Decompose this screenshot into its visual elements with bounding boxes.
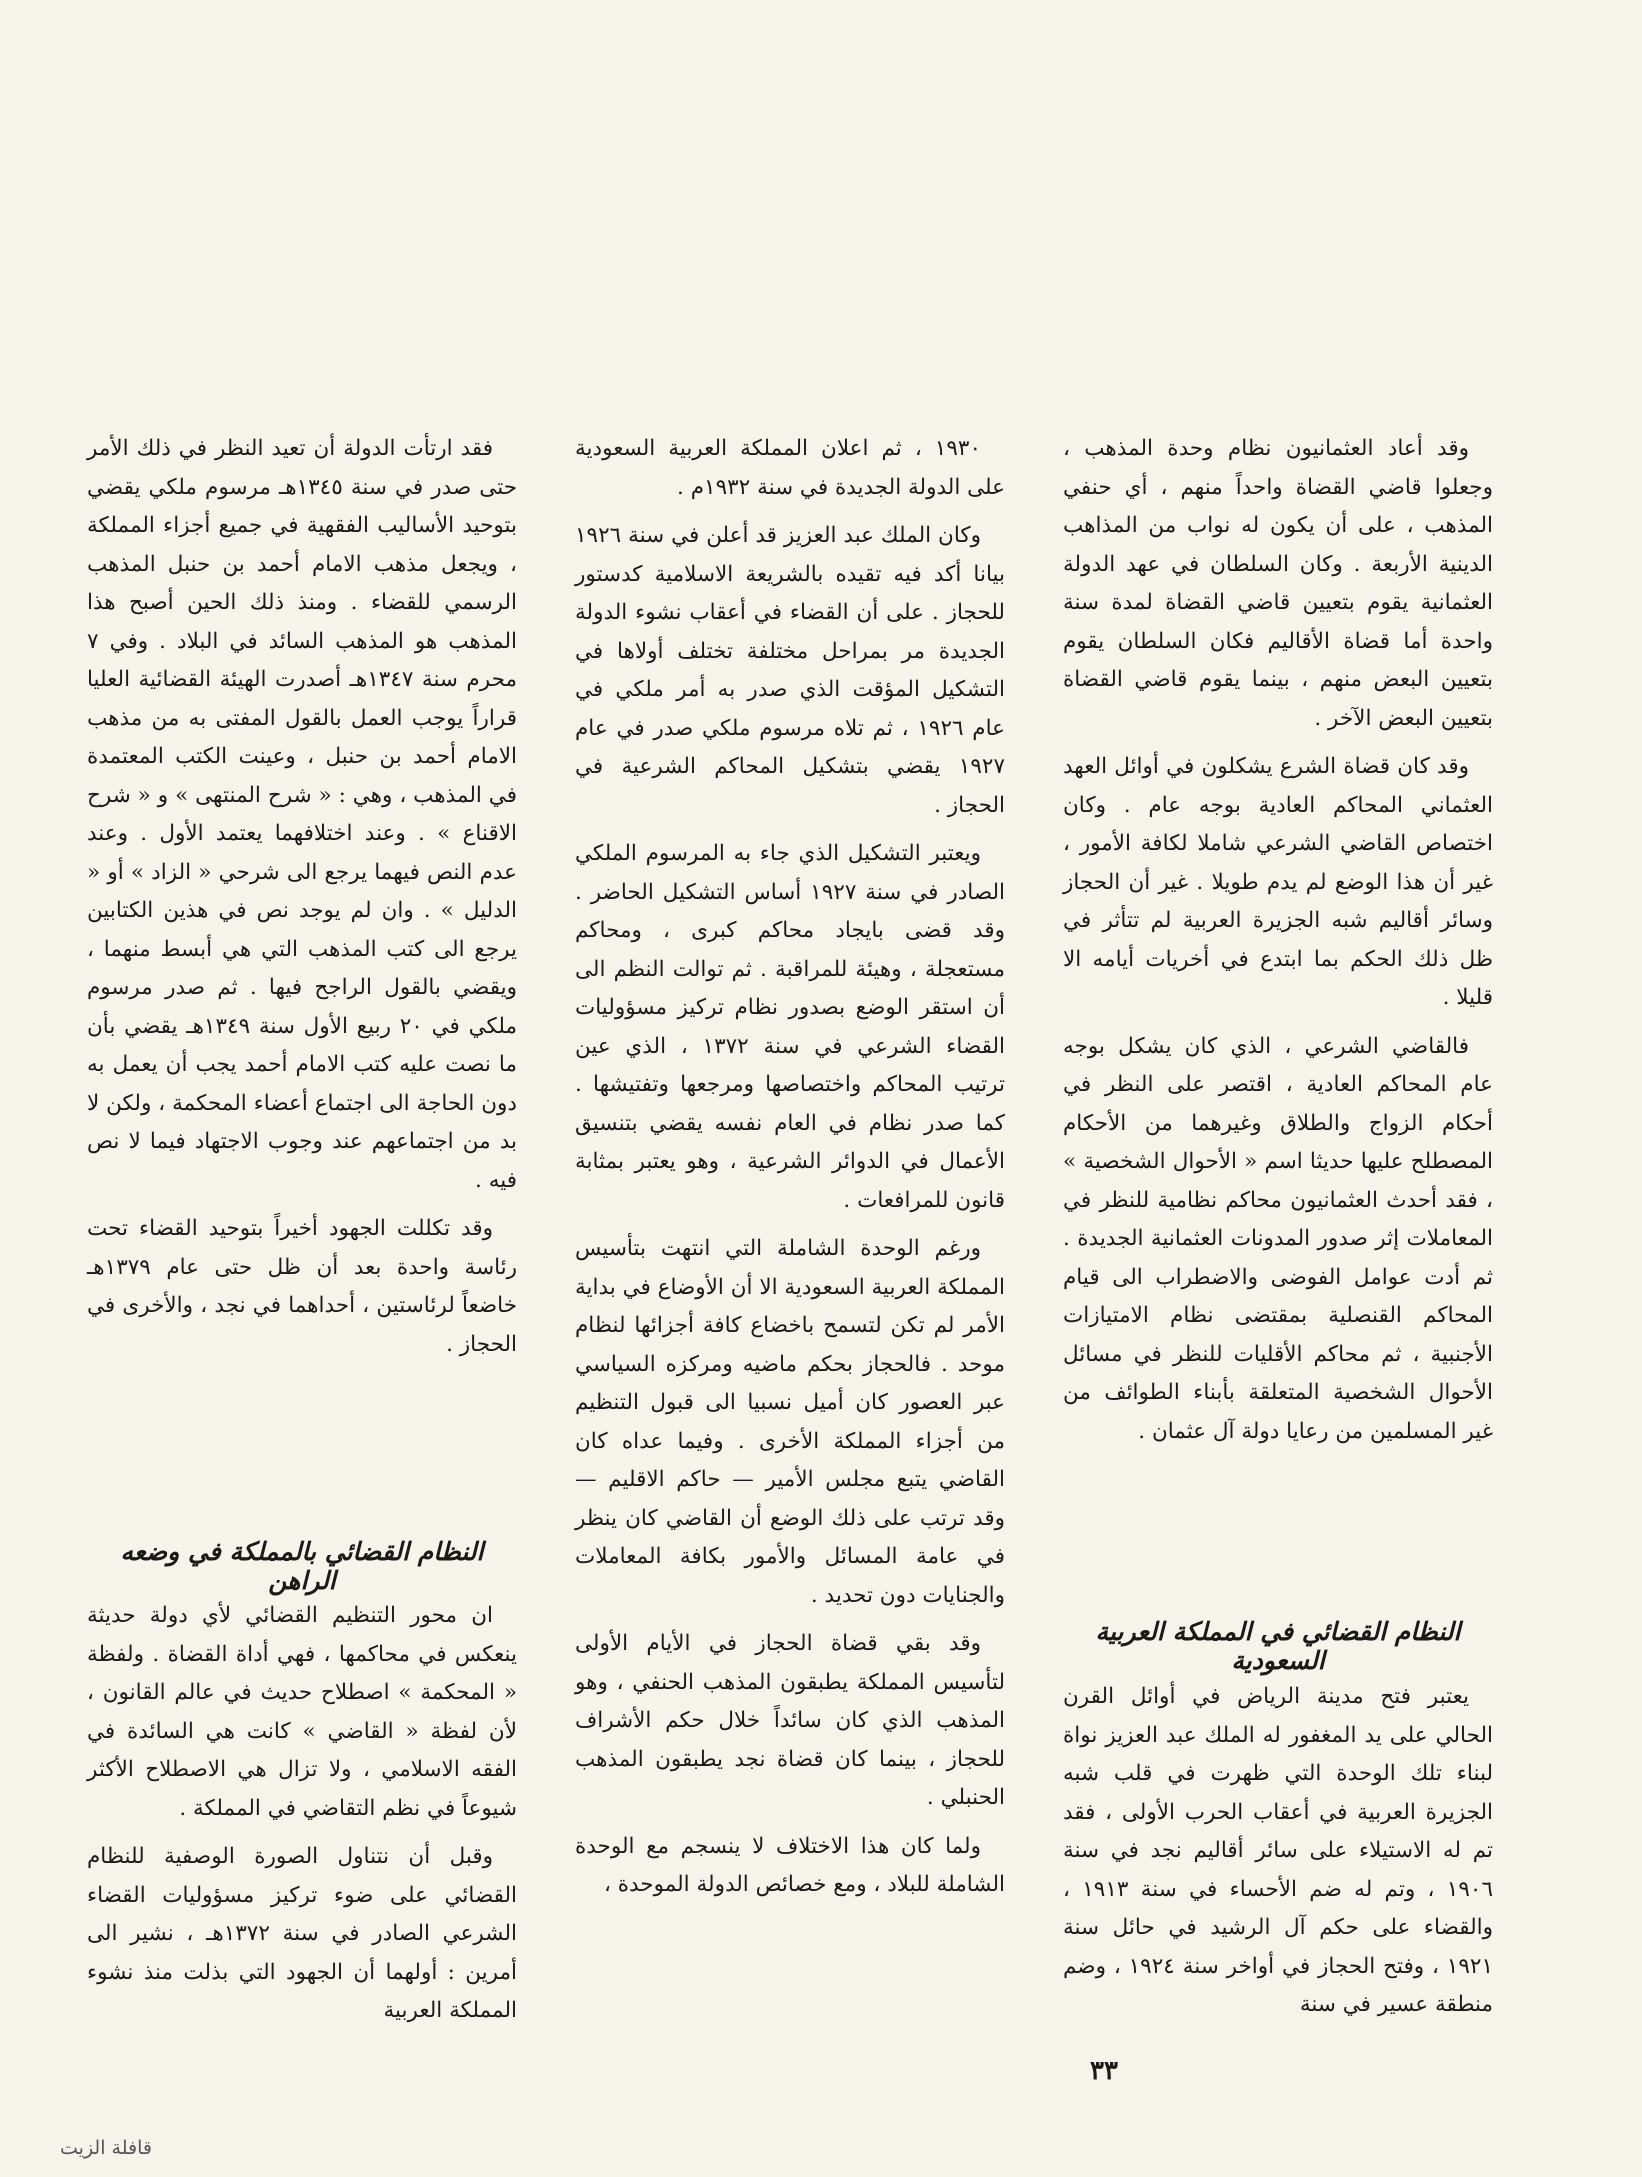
article-column-middle <box>575 430 1005 1915</box>
paragraph: وكان الملك عبد العزيز قد أعلن في سنة ١٩٢٦ بيانا أكد فيه تقيده بالشريعة الاسلامية كدستور للحجاز . على أن القضاء في أعقاب نشوء الدولة الجديدة مر بمراحل مختلفة تختلف أولاها في التشكيل المؤقت الذي صدر به أمر ملكي في عام ١٩٢٦ ، ثم تلاه مرسوم ملكي صدر في عام ١٩٢٧ يقضي بتشكيل المحاكم الشرعية في الحجاز . <box>575 523 1005 818</box>
paragraph: ان محور التنظيم القضائي لأي دولة حديثة ينعكس في محاكمها ، فهي أداة القضاة . ولفظة « المحكمة » اصطلاح حديث في عالم القانون ، لأن لفظة « القاضي » كانت هي السائدة في الفقه الاسلامي ، ولا تزال هي الاصطلاح الأكثر شيوعاً في نظم التقاضي في المملكة . <box>87 1603 517 1821</box>
section-heading-saudi-judicial-system: النظام القضائي في المملكة العربية السعودية <box>1095 1617 1461 1675</box>
paragraph: وقبل أن نتناول الصورة الوصفية للنظام القضائي على ضوء تركيز مسؤوليات القضاء الشرعي الصادر في سنة ١٣٧٢هـ ، نشير الى أمرين : أولهما أن الجهود التي بذلت منذ نشوء المملكة العربية <box>87 1844 517 2023</box>
paragraph: ولما كان هذا الاختلاف لا ينسجم مع الوحدة الشاملة للبلاد ، ومع خصائص الدولة الموحدة ، <box>575 1833 1005 1897</box>
article-column-right <box>1063 430 1493 1461</box>
paragraph: ورغم الوحدة الشاملة التي انتهت بتأسيس المملكة العربية السعودية الا أن الأوضاع في بداية الأمر لم تكن لتسمح باخضاع كافة أجزائها لنظام موحد . فالحجاز بحكم ماضيه ومركزه السياسي عبر العصور كان أميل نسبيا الى قبول التنظيم من أجزاء المملكة الأخرى . وفيما عداه كان القاضي يتبع مجلس الأمير — حاكم الاقليم — وقد ترتب على ذلك الوضع أن القاضي كان ينظر في عامة المسائل والأمور بكافة المعاملات والجنايات دون تحديد . <box>575 1236 1005 1608</box>
paragraph: ويعتبر التشكيل الذي جاء به المرسوم الملكي الصادر في سنة ١٩٢٧ أساس التشكيل الحاضر . وقد قضى بايجاد محاكم كبرى ، ومحاكم مستعجلة ، وهيئة للمراقبة . ثم توالت النظم الى أن استقر الوضع بصدور نظام تركيز مسؤوليات القضاء الشرعي في سنة ١٣٧٢ ، الذي عين ترتيب المحاكم واختصاصها ومرجعها وتفتيشها . كما صدر نظام في العام نفسه يقضي بتنسيق الأعمال في الدوائر الشرعية ، وهو يعتبر بمثابة قانون للمرافعات . <box>575 841 1006 1213</box>
page-number: ٣٣ <box>1090 2056 1118 2086</box>
article-column-right-lower <box>1063 1678 1493 2035</box>
paragraph: يعتبر فتح مدينة الرياض في أوائل القرن الحالي على يد المغفور له الملك عبد العزيز نواة لبناء تلك الوحدة التي ظهرت في قلب شبه الجزيرة العربية في أعقاب الحرب الأولى ، فقد تم له الاستيلاء على سائر أقاليم نجد في سنة ١٩٠٦ ، وتم له ضم الأحساء في سنة ١٩١٣ ، والقضاء على حكم آل الرشيد في حائل سنة ١٩٢١ ، وفتح الحجاز في أواخر سنة ١٩٢٤ ، وضم منطقة عسير في سنة <box>1063 1684 1493 2017</box>
article-column-left <box>87 430 517 1374</box>
article-column-left-lower <box>87 1597 517 2041</box>
paragraph: ١٩٣٠ ، ثم اعلان المملكة العربية السعودية على الدولة الجديدة في سنة ١٩٣٢م . <box>575 436 1005 500</box>
paragraph: فقد ارتأت الدولة أن تعيد النظر في ذلك الأمر حتى صدر في سنة ١٣٤٥هـ مرسوم ملكي يقضي بتوحيد الأساليب الفقهية في جميع أجزاء المملكة ، ويجعل مذهب الامام أحمد بن حنبل المذهب الرسمي للقضاء . ومنذ ذلك الحين أصبح هذا المذهب هو المذهب السائد في البلاد . وفي ٧ محرم سنة ١٣٤٧هـ أصدرت الهيئة القضائية العليا قراراً يوجب العمل بالقول المفتى به من مذهب الامام أحمد بن حنبل ، وعينت الكتب المعتمدة في المذهب ، وهي : « شرح المنتهى » و « شرح الاقناع » . وعند اختلافهما يعتمد الأول . وعند عدم النص فيهما يرجع الى شرحي « الزاد » أو « الدليل » . وان لم يوجد نص في هذين الكتابين يرجع الى كتب المذهب التي هي أبسط منهما ، ويقضي بالقول الراجح فيها . ثم صدر مرسوم ملكي في ٢٠ ربيع الأول سنة ١٣٤٩هـ يقضي بأن ما نصت عليه كتب الامام أحمد يجب أن يعمل به دون الحاجة الى اجتماع أعضاء المحكمة ، ولكن لا بد من اجتماعهم عند وجوب الاجتهاد فيما لا نص فيه . <box>87 436 518 1193</box>
magazine-name: قافلة الزيت <box>60 2137 152 2159</box>
paragraph: وقد بقي قضاة الحجاز في الأيام الأولى لتأسيس المملكة يطبقون المذهب الحنفي ، وهو المذهب الذي كان سائداً خلال حكم الأشراف للحجاز ، بينما كان قضاة نجد يطبقون المذهب الحنبلي . <box>575 1631 1005 1810</box>
paragraph: وقد تكللت الجهود أخيراً بتوحيد القضاء تحت رئاسة واحدة بعد أن ظل حتى عام ١٣٧٩هـ خاضعاً لرئاستين ، أحداهما في نجد ، والأخرى في الحجاز . <box>87 1216 517 1357</box>
paragraph: فالقاضي الشرعي ، الذي كان يشكل بوجه عام المحاكم العادية ، اقتصر على النظر في أحكام الزواج والطلاق وغيرهما من الأحكام المصطلح عليها حديثا اسم « الأحوال الشخصية » ، فقد أحدث العثمانيون محاكم نظامية للنظر في المعاملات إثر صدور المدونات العثمانية الجديدة . ثم أدت عوامل الفوضى والاضطراب الى قيام المحاكم القنصلية بمقتضى نظام الامتيازات الأجنبية ، ثم محاكم الأقليات للنظر في مسائل الأحوال الشخصية المتعلقة بأبناء الطوائف من غير المسلمين من رعايا دولة آل عثمان . <box>1063 1033 1493 1444</box>
section-heading-current-judicial-system: النظام القضائي بالمملكة في وضعه الراهن <box>120 1537 484 1595</box>
paragraph: وقد كان قضاة الشرع يشكلون في أوائل العهد العثماني المحاكم العادية بوجه عام . وكان اختصاص القاضي الشرعي شاملا لكافة الأمور ، غير أن هذا الوضع لم يدم طويلا . غير أن الحجاز وسائر أقاليم شبه الجزيرة العربية لم تتأثر في ظل ذلك الحكم بما ابتدع في أخريات أيامه الا قليلا . <box>1063 754 1493 1010</box>
paragraph: وقد أعاد العثمانيون نظام وحدة المذهب ، وجعلوا قاضي القضاة واحداً منهم ، أي حنفي المذهب ، على أن يكون له نواب من المذاهب الدينية الأربعة . وكان السلطان في عهد الدولة العثمانية يقوم بتعيين قاضي القضاة لمدة سنة واحدة أما قضاة الأقاليم فكان السلطان يقوم بتعيين البعض منهم ، بينما يقوم قاضي القضاة بتعيين البعض الآخر . <box>1063 436 1493 731</box>
